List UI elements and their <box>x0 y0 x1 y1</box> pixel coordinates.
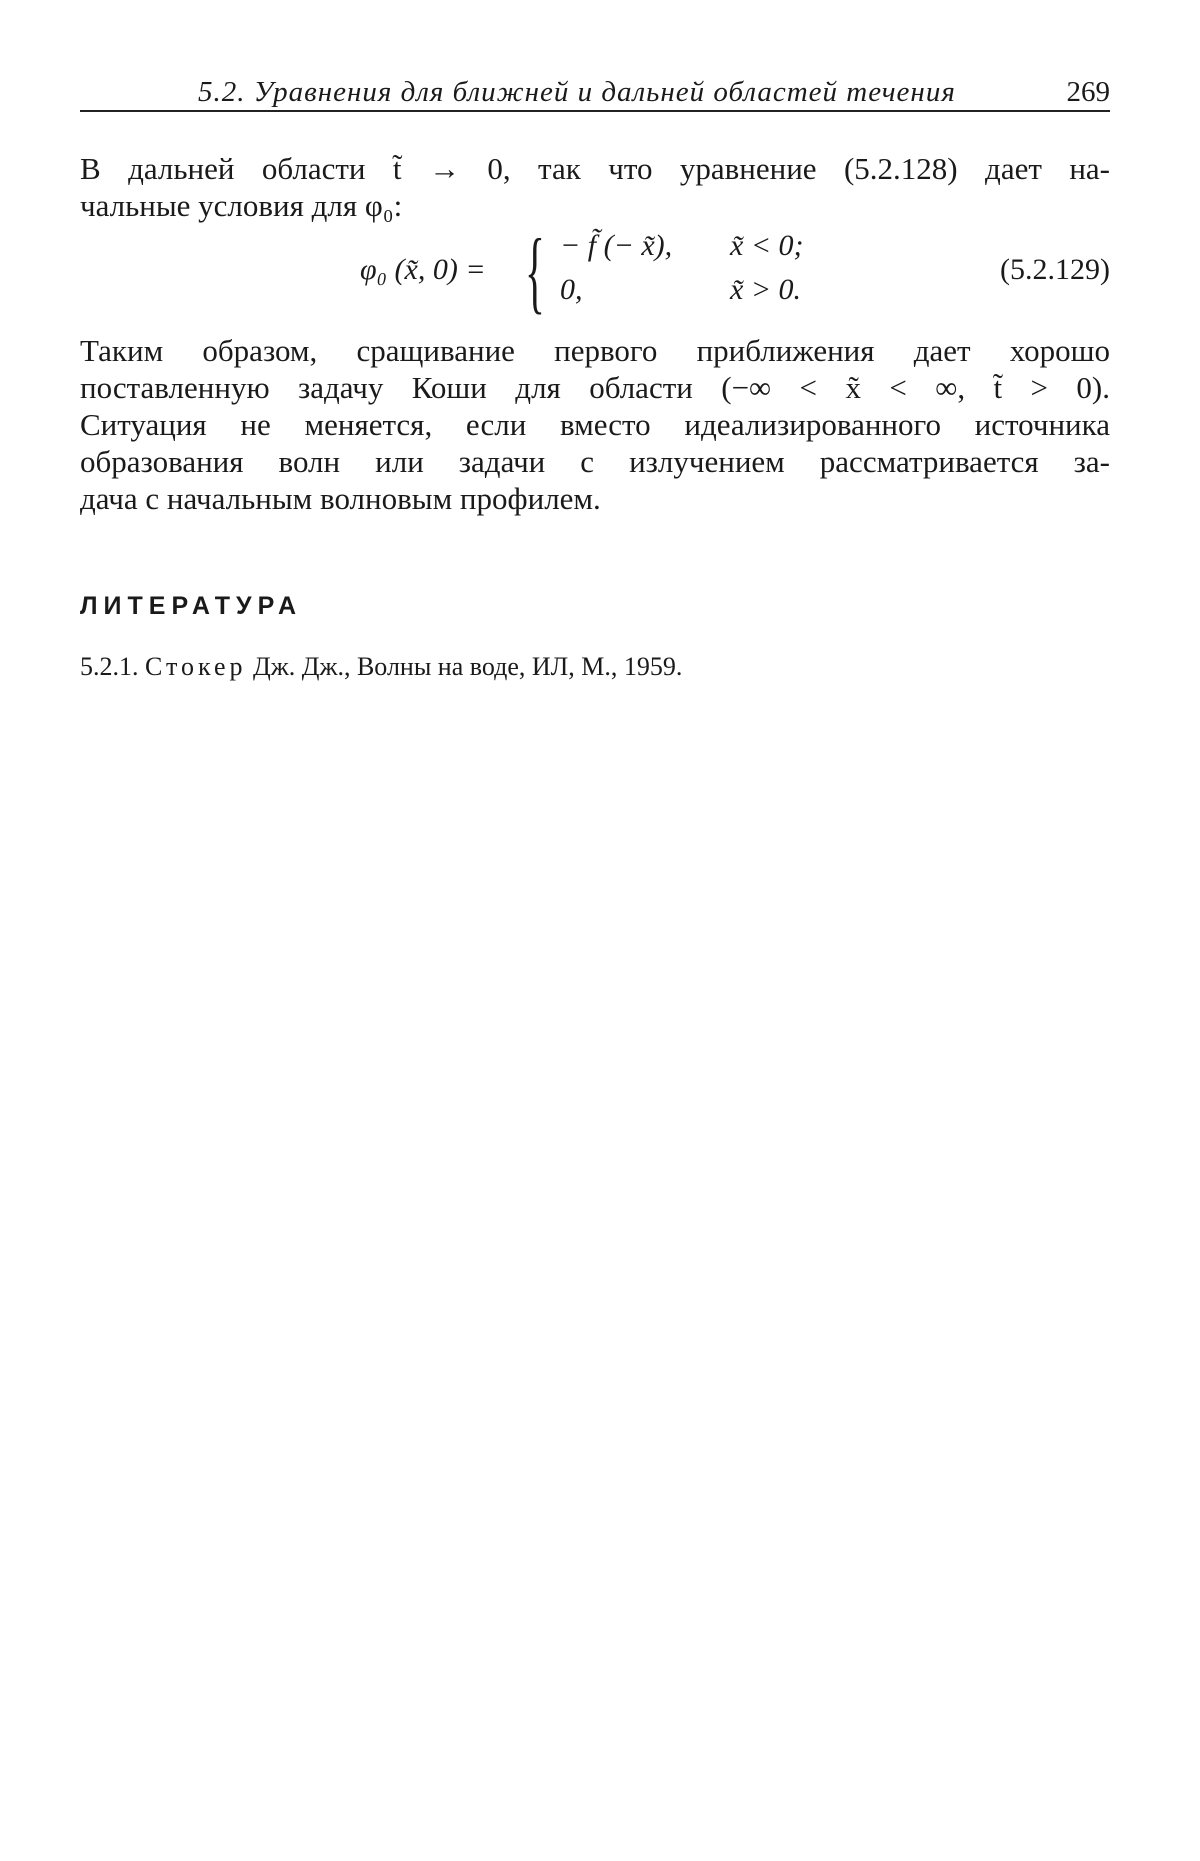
equation-case-2-condition: x̃ > 0. <box>730 273 802 306</box>
reference-number: 5.2.1. <box>80 652 139 681</box>
reference-text: Дж. Дж., Волны на воде, ИЛ, М., 1959. <box>253 652 683 681</box>
paragraph-initial-conditions <box>80 150 1110 224</box>
paragraph-line: Ситуация не меняется, если вместо идеализированного источника <box>80 407 1110 442</box>
equation-case-1-value: − f̃ (− x̃), <box>560 229 673 262</box>
reference-item <box>80 652 682 682</box>
running-title: 5.2. Уравнения для ближней и дальней областей течения <box>198 76 956 108</box>
reference-author: Стокер <box>145 652 247 681</box>
paragraph-line: поставленную задачу Коши для области (−∞ < x̃ < ∞, t̃ > 0). <box>80 370 1110 405</box>
paragraph-line: образования волн или задачи с излучением рассматривается за- <box>80 444 1110 479</box>
paragraph-line: Таким образом, сращивание первого приближения дает хорошо <box>80 333 1110 368</box>
page-number: 269 <box>1066 76 1110 108</box>
equation-number: (5.2.129) <box>1000 253 1110 286</box>
paragraph-line: чальные условия для φ₀: <box>80 188 403 223</box>
running-header <box>80 70 1110 112</box>
equation-5-2-129 <box>360 220 1110 322</box>
paragraph-line: В дальней области t̃ → 0, так что уравнение (5.2.128) дает на- <box>80 151 1110 186</box>
left-brace: { <box>525 220 545 322</box>
references-heading: ЛИТЕРАТУРА <box>80 592 303 620</box>
equation-case-2-value: 0, <box>560 273 583 306</box>
paragraph-line: дача с начальным волновым профилем. <box>80 481 601 516</box>
equation-case-1-condition: x̃ < 0; <box>730 229 804 262</box>
equation-lhs: φ₀ (x̃, 0) = <box>360 253 486 286</box>
paragraph-cauchy-problem <box>80 332 1110 517</box>
